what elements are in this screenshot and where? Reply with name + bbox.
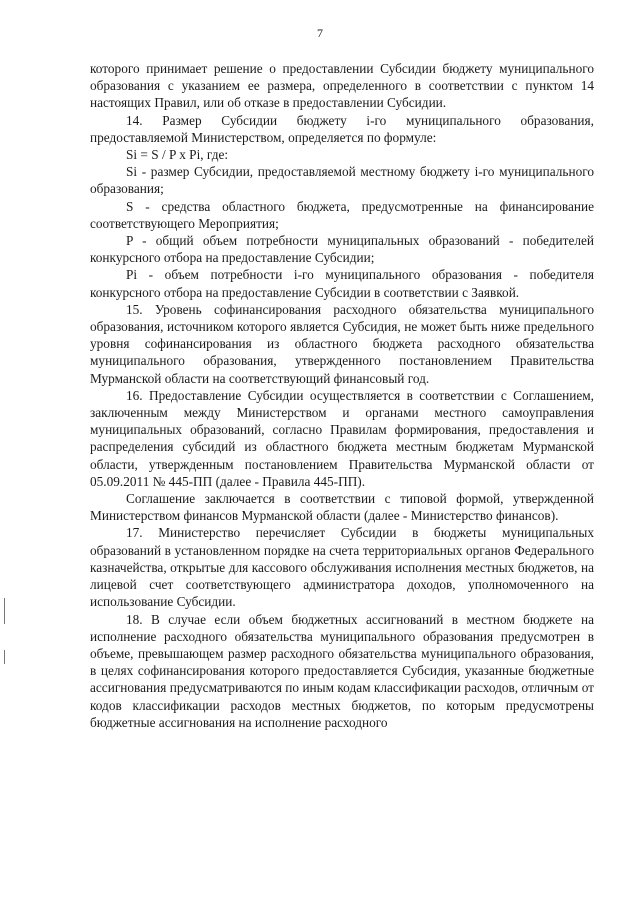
paragraph-clause-18: 18. В случае если объем бюджетных ассигнований в местном бюджете на исполнение расходного обязательства муниципального образования предусмотрен в объеме, превышающем размер расходного обязательства муниципального образования, в целях софинансирования которого предоставляется Субсидия, указанные бюджетные ассигнования предусматриваются по иным кодам классификации расходов, отличным от кодов классификации расходов местных бюджетов, по которым предусмотрены бюджетные ассигнования на исполнение расходного [90,611,594,730]
paragraph-def-si: Si - размер Субсидии, предоставляемой местному бюджету i-го муниципального образования; [90,164,594,197]
paragraph-def-p: P - общий объем потребности муниципальных образований - победителей конкурсного отбора на предоставление Субсидии; [90,233,594,266]
paragraph-clause-17: 17. Министерство перечисляет Субсидии в бюджеты муниципальных образований в установленном порядке на счета территориальных органов Федерального казначейства, открытые для кассового обслуживания исполнения местных бюджетов, на лицевой счет соответствующего администратора доходов, уполномоченного на использование Субсидии. [90,525,594,610]
paragraph-continuation: которого принимает решение о предоставлении Субсидии бюджету муниципального образования с указанием ее размера, определенного в соответствии с пунктом 14 настоящих Правил, или об отказе в предоставлении Субсидии. [90,61,594,111]
scan-edge-mark [4,598,5,624]
paragraph-formula: Si = S / P x Pi, где: [126,147,229,163]
paragraph-clause-16: 16. Предоставление Субсидии осуществляется в соответствии с Соглашением, заключенным между Министерством и органами местного самоуправления муниципальных образований, согласно Правилам формирования, предоставления и распределения субсидий из областного бюджета местным бюджетам Мурманской области, утвержденным постановлением Правительства Мурманской области от 05.09.2011 № 445-ПП (далее - Правила 445-ПП). [90,387,594,489]
page-number: 7 [317,26,323,40]
paragraph-def-pi: Pi - объем потребности i-го муниципального образования - победителя конкурсного отбора на предоставление Субсидии в соответствии с Заявкой. [90,267,594,300]
body-text [90,60,594,731]
paragraph-def-s: S - средства областного бюджета, предусмотренные на финансирование соответствующего Мероприятия; [90,198,594,231]
paragraph-clause-15: 15. Уровень софинансирования расходного обязательства муниципального образования, источником которого является Субсидия, не может быть ниже предельного уровня софинансирования из областного бюджета расходного обязательства муниципального образования, утвержденного постановлением Правительства Мурманской области на соответствующий финансовый год. [90,301,594,386]
paragraph-agreement: Соглашение заключается в соответствии с типовой формой, утвержденной Министерством финансов Мурманской области (далее - Министерство финансов). [90,491,594,524]
scan-edge-mark [4,650,5,664]
paragraph-clause-14: 14. Размер Субсидии бюджету i-го муниципального образования, предоставляемой Министерством, определяется по формуле: [90,112,594,145]
